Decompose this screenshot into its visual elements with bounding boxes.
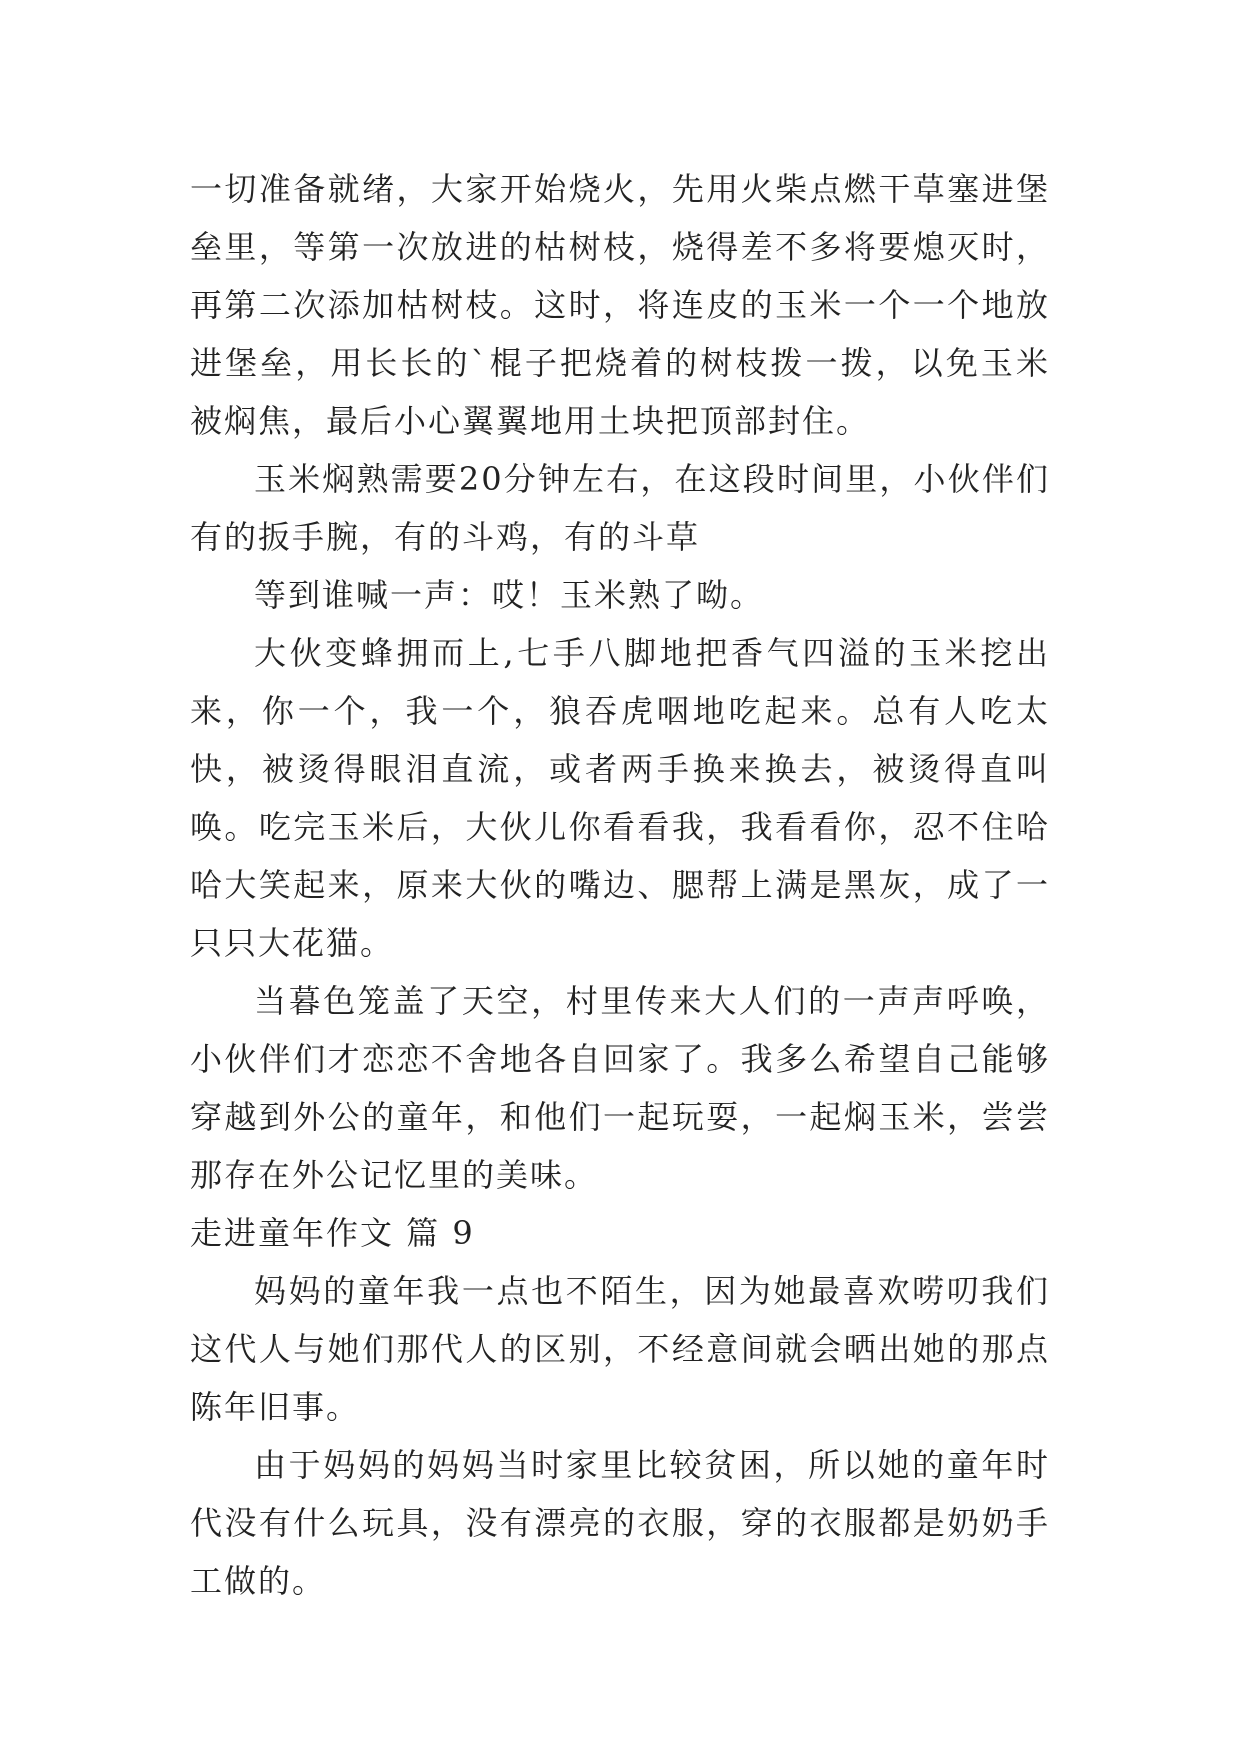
paragraph-2: 玉米焖熟需要20分钟左右，在这段时间里，小伙伴们有的扳手腕，有的斗鸡，有的斗草 xyxy=(190,460,1050,556)
paragraph-3: 等到谁喊一声：哎！玉米熟了呦。 xyxy=(254,576,765,614)
paragraph-1: 一切准备就绪，大家开始烧火，先用火柴点燃干草塞进堡垒里，等第一次放进的枯树枝，烧得差不多将要熄灭时，再第二次添加枯树枝。这时，将连皮的玉米一个一个地放进堡垒，用长长的`棍子把烧着的树枝拨一拨，以免玉米被焖焦，最后小心翼翼地用土块把顶部封住。 xyxy=(190,170,1050,440)
paragraph-7: 由于妈妈的妈妈当时家里比较贫困，所以她的童年时代没有什么玩具，没有漂亮的衣服，穿的衣服都是奶奶手工做的。 xyxy=(190,1446,1050,1600)
paragraph-5: 当暮色笼盖了天空，村里传来大人们的一声声呼唤，小伙伴们才恋恋不舍地各自回家了。我多么希望自己能够穿越到外公的童年，和他们一起玩耍，一起焖玉米，尝尝那存在外公记忆里的美味。 xyxy=(190,982,1050,1194)
paragraph-4: 大伙变蜂拥而上,七手八脚地把香气四溢的玉米挖出来，你一个，我一个，狼吞虎咽地吃起来。总有人吃太快，被烫得眼泪直流，或者两手换来换去，被烫得直叫唤。吃完玉米后，大伙儿你看看我，我看看你，忍不住哈哈大笑起来，原来大伙的嘴边、腮帮上满是黑灰，成了一只只大花猫。 xyxy=(190,634,1050,962)
paragraph-6: 妈妈的童年我一点也不陌生，因为她最喜欢唠叨我们这代人与她们那代人的区别，不经意间就会晒出她的那点陈年旧事。 xyxy=(190,1272,1050,1426)
document-body xyxy=(190,160,1050,1610)
section-title: 走进童年作文 篇 9 xyxy=(190,1214,475,1252)
